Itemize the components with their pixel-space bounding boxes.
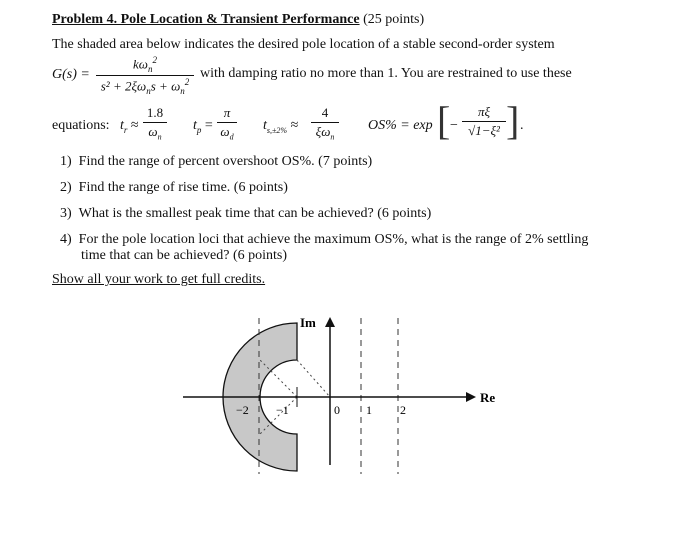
intro-cont: with damping ratio no more than 1. You are restrained to use these (200, 66, 572, 81)
im-label: Im (300, 315, 316, 330)
origin-dotted (297, 360, 330, 397)
os-bracket-right: ] (506, 98, 520, 143)
tr-lhs: $t_r$ ≈ (120, 118, 139, 135)
work-instruction: Show all your work to get full credits. (52, 272, 266, 287)
ts-lhs: $t_{s,\pm 2\%}$ ≈ (263, 118, 299, 135)
tp-num: π (223, 105, 231, 120)
question-4-cont: time that can be achieved? (6 points) (81, 248, 288, 263)
ts-fraction: 4 $\xi\omega_n$ (311, 105, 339, 142)
tf-lhs: G(s) = (52, 67, 90, 82)
ts-num: 4 (321, 105, 329, 120)
re-axis-arrow (466, 392, 476, 402)
tf-den-rest: s + ω (150, 78, 181, 94)
tick-label-2: 2 (400, 403, 406, 417)
question-1: 1) Find the range of percent overshoot OS%. (7 points) (60, 154, 373, 169)
equations-label: equations: (52, 118, 110, 133)
tick-label-0: 0 (334, 403, 340, 417)
tf-num-sup: 2 (152, 55, 157, 65)
os-den: √1−ξ² (468, 123, 500, 138)
intro-text: The shaded area below indicates the desired pole location of a stable second-order system (52, 37, 555, 52)
tp-fraction: π $\omega_d$ (217, 105, 237, 142)
problem-title: Problem 4. Pole Location & Transient Performance (52, 12, 360, 27)
tf-num: kω (133, 56, 148, 72)
tp-lhs: $t_p$ = (193, 118, 213, 135)
tr-num: 1.8 (146, 105, 164, 120)
question-4: 4) For the pole location loci that achieve the maximum OS%, what is the range of 2% settling (60, 232, 589, 247)
tf-num-sub: n (147, 63, 153, 74)
problem-points: (25 points) (363, 12, 425, 27)
os-num: πξ (477, 104, 491, 119)
os-end: . (520, 118, 524, 133)
tf-den: s² + 2ξω (100, 78, 147, 94)
os-lhs: OS% = exp (368, 118, 433, 133)
question-2: 2) Find the range of rise time. (6 points) (60, 180, 288, 195)
tr-fraction: 1.8 $\omega_n$ (143, 105, 167, 142)
question-3: 3) What is the smallest peak time that can be achieved? (6 points) (60, 206, 432, 221)
re-label: Re (480, 390, 496, 405)
tf-den-sup2: 2 (184, 76, 190, 87)
os-minus: − (450, 118, 458, 133)
tick-label-minus2: −2 (236, 403, 249, 417)
im-axis-arrow (325, 317, 335, 327)
tf-den-sub: n (146, 85, 151, 96)
os-bracket-left: [ (437, 98, 451, 143)
tick-label-1: 1 (366, 403, 372, 417)
tf-den-sub2: n (180, 85, 185, 96)
tick-label-minus1: −1 (276, 403, 289, 417)
